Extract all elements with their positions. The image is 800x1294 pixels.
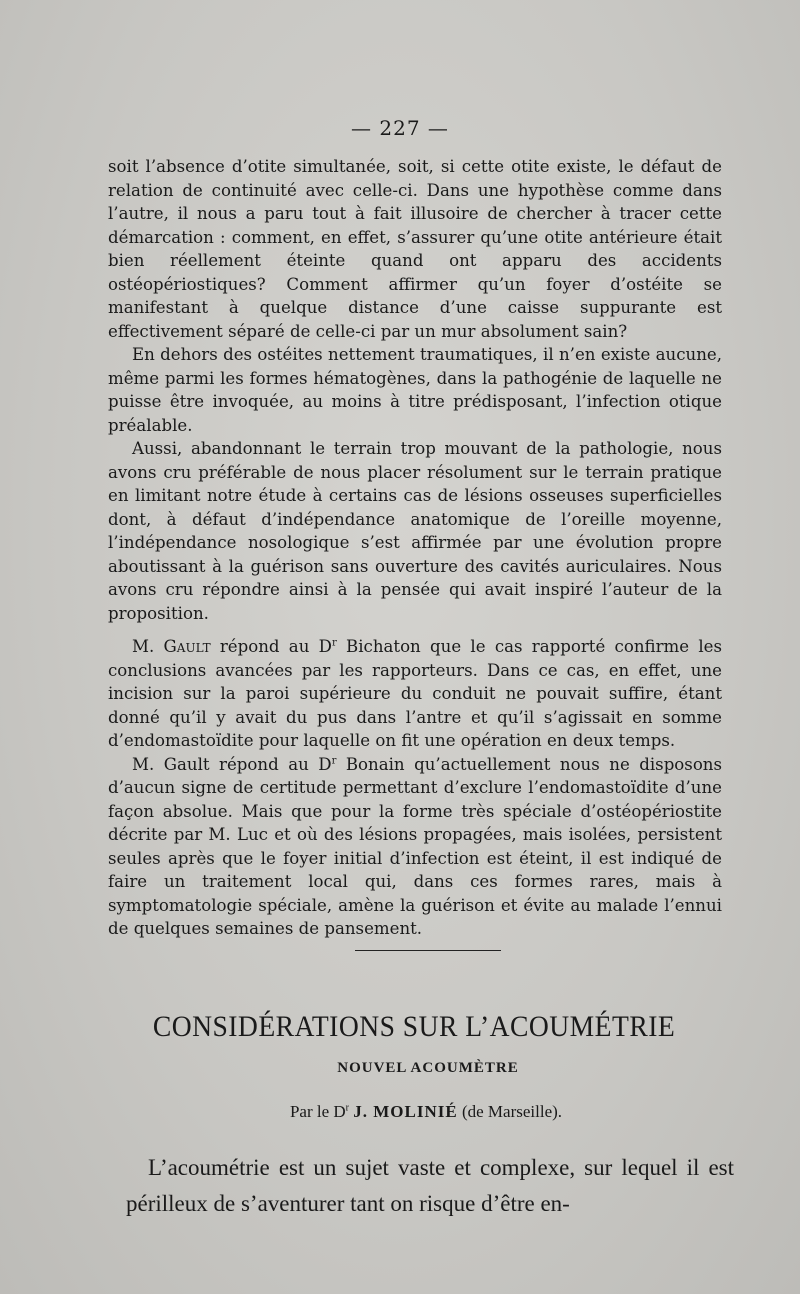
paragraph-2: En dehors des ostéites nettement traumatiques, il n’en existe aucune, même parmi les formes hématogènes, dans la pathogénie de laquelle ne puisse être invoquée, au moins à titre prédisposant, l’infection otique préalable. bbox=[108, 345, 722, 435]
article-intro bbox=[126, 1150, 734, 1222]
speaker-name: Gault bbox=[163, 637, 211, 656]
byline: Par le $D^r$ J. MOLINIÉ (de Marseille). bbox=[289, 1102, 563, 1121]
paragraph-1: soit l’absence d’otite simultanée, soit, si cette otite existe, le défaut de relation de continuité avec celle-ci. Dans une hypothèse comme dans l’autre, il nous a paru tout à fait illusoire de chercher à tracer cette démarcation : comment, en effet, s’assurer qu’une otite antérieure était bien réellement éteinte quand ont apparu des accidents ostéopériostiques? Comment affirmer qu’un foyer d’ostéite se manifestant à quelque distance d’une caisse suppurante est effectivement séparé de celle-ci par un mur absolument sain? bbox=[108, 157, 722, 341]
paragraph-3: Aussi, abandonnant le terrain trop mouvant de la pathologie, nous avons cru préférable de nous placer résolument sur le terrain pratique en limitant notre étude à certains cas de lésions osseuses superficielles dont, à défaut d’indépendance anatomique de l’oreille moyenne, l’indépendance nosologique s’est affirmée par une évolution propre aboutissant à la guérison sans ouverture des cavités auriculaires. Nous avons cru répondre ainsi à la pensée qui avait inspiré l’auteur de la proposition. bbox=[108, 439, 722, 623]
author-name: J. MOLINIÉ bbox=[353, 1102, 458, 1121]
paragraph-5: M. Gault répond au $D^r$ Bonain qu’actuellement nous ne disposons d’aucun signe de certitude permettant d’exclure l’endomastoïdite d’une façon absolue. Mais que pour la forme très spéciale d’ostéopériostite décrite par M. Luc et où des lésions propagées, mais isolées, persistent seules après que le foyer initial d’infection est éteint, il est indiqué de faire un traitement local qui, dans ces formes rares, mais à symptomatologie spéciale, amène la guérison et évite au malade l’ennui de quelques semaines de pansement. bbox=[108, 754, 723, 938]
article-title: CONSIDÉRATIONS SUR L’ACOUMÉTRIE bbox=[152, 1010, 676, 1043]
intro-paragraph: L’acoumétrie est un sujet vaste et complexe, sur lequel il est périlleux de s’aventurer tant on risque d’être en- bbox=[126, 1155, 734, 1216]
section-divider bbox=[355, 950, 501, 951]
discussion-text bbox=[108, 155, 722, 941]
article-subtitle: NOUVEL ACOUMÈTRE bbox=[337, 1060, 519, 1076]
page-number: — 227 — bbox=[351, 116, 449, 140]
paragraph-4: M. Gault répond au $D^r$ Bichaton que le cas rapporté confirme les conclusions avancées par les rapporteurs. Dans ce cas, en effet, une incision sur la paroi supérieure du conduit ne pouvait suffire, étant donné qu’il y avait du pus dans l’antre et qu’il s’agissait en somme d’endomastoïdite pour laquelle on fit une opération en deux temps. bbox=[108, 637, 722, 750]
